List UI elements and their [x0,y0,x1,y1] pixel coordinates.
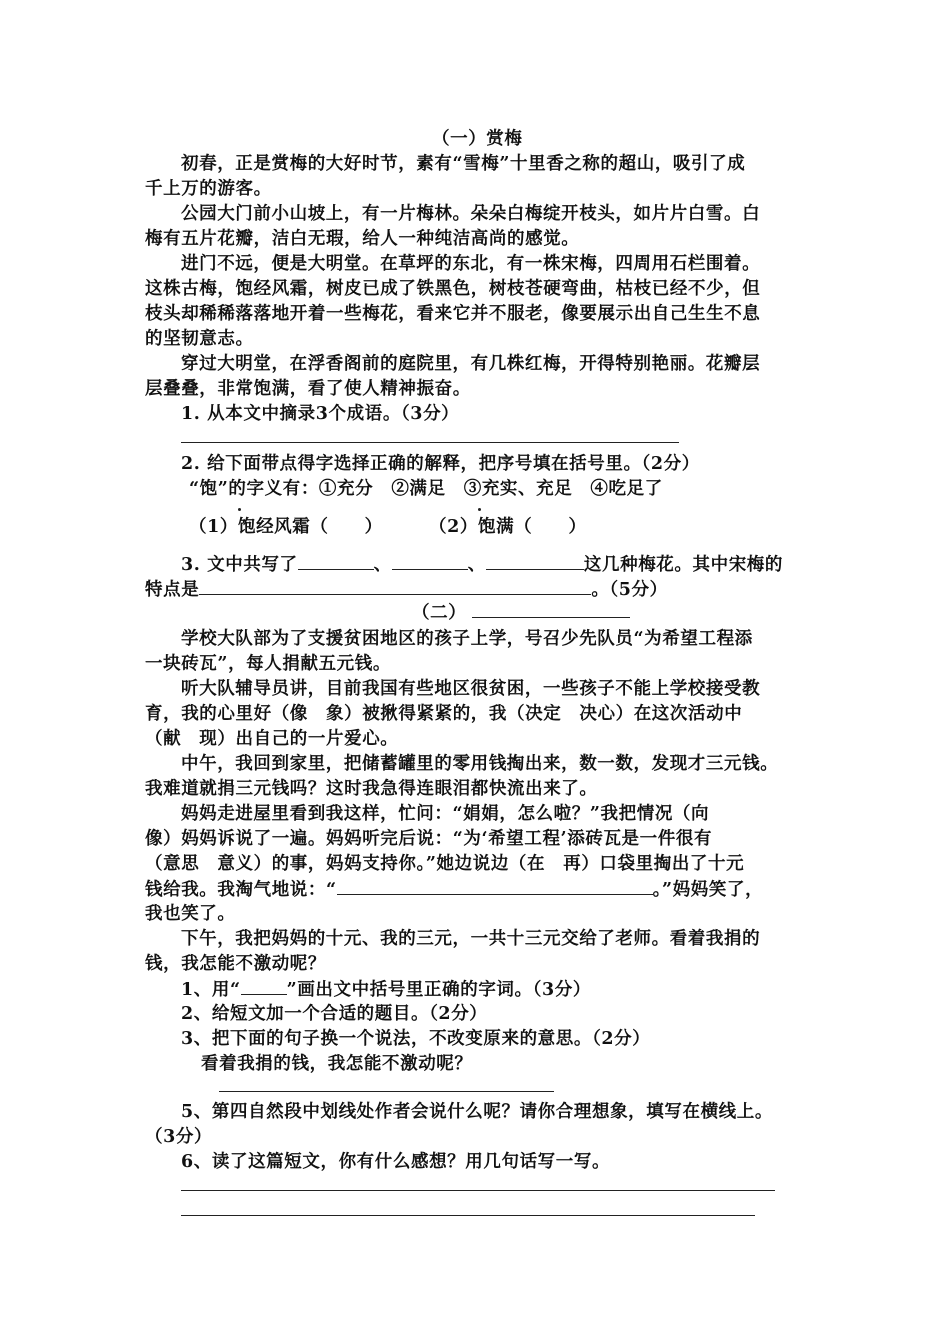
s2-paragraph1-line1: 学校大队部为了支援贫困地区的孩子上学，号召少先队员“为希望工程添 [181,629,753,649]
s2-paragraph5-line2: 钱，我怎能不激动呢？ [145,954,326,974]
s2-paragraph4-line1: 妈妈走进屋里看到我这样，忙问：“娟娟，怎么啦？”我把情况（向 [181,804,710,824]
s1-q3-blank3[interactable] [486,553,584,570]
s1-q3-separator2: 、 [467,555,486,575]
s1-paragraph1-line1: 初春，正是赏梅的大好时节，素有“雪梅”十里香之称的超山，吸引了成 [181,154,746,174]
emphasis-dot-1 [238,508,241,511]
s2-q1-underline-sample [241,978,287,995]
s2-paragraph2-line1: 听大队辅导员讲，目前我国有些地区很贫困，一些孩子不能上学校接受教 [181,679,761,699]
s1-q2-item2[interactable]: （2）饱满（ ） [429,517,587,537]
s2-paragraph1-line2: 一块砖瓦”，每人捐献五元钱。 [145,654,391,674]
s1-paragraph2-line2: 梅有五片花瓣，洁白无瑕，给人一种纯洁高尚的感觉。 [145,229,580,249]
s2-paragraph3-line1: 中午，我回到家里，把储蓄罐里的零用钱掏出来，数一数，发现才三元钱。 [181,754,779,774]
s2-paragraph2-line3: （献 现）出自己的一片爱心。 [145,729,399,749]
s2-question3: 3、把下面的句子换一个说法，不改变原来的意思。（2分） [181,1029,651,1049]
s1-paragraph2-line1: 公园大门前小山坡上，有一片梅林。朵朵白梅绽开枝头，如片片白雪。白 [181,204,761,224]
s2-paragraph4-line5: 我也笑了。 [145,904,236,924]
emphasis-dot-2 [478,508,481,511]
s1-paragraph3-line1: 进门不远，便是大明堂。在草坪的东北，有一株宋梅，四周用石栏围着。 [181,254,761,274]
s1-paragraph3-line2: 这株古梅，饱经风霜，树皮已成了铁黑色，树枝苍硬弯曲，枯枝已经不少，但 [145,279,761,299]
section1-title: （一）赏梅 [432,129,523,149]
s1-q3-blank1[interactable] [298,553,374,570]
s1-paragraph4-line1: 穿过大明堂，在浮香阁前的庭院里，有几株红梅，开得特别艳丽。花瓣层 [181,354,761,374]
s1-paragraph3-line4: 的坚韧意志。 [145,329,254,349]
s2-q6-answer-line-2[interactable] [181,1215,755,1216]
s2-paragraph4-line3: （意思 意义）的事，妈妈支持你。”她边说边（在 再）口袋里掏出了十元 [145,854,745,874]
s1-paragraph1-line2: 千上万的游客。 [145,179,272,199]
s2-p4-line4-start: 钱给我。我淘气地说：“ [145,880,337,900]
s1-paragraph4-line2: 层叠叠，非常饱满，看了使人精神振奋。 [145,379,471,399]
s2-paragraph5-line1: 下午，我把妈妈的十元、我的三元，一共十三元交给了老师。看着我捐的 [181,929,761,949]
s1-question3-line2 [145,578,668,601]
s2-q6-answer-line-1[interactable] [181,1190,775,1191]
s2-paragraph4-line4 [145,878,763,901]
s1-q3-separator1: 、 [373,555,392,575]
s2-q1-start: 1、用“ [181,980,241,1000]
s1-paragraph3-line3: 枝头却稀稀落落地开着一些梅花，看来它并不服老，像要展示出自己生生不息 [145,304,761,324]
section2-title [412,601,630,624]
s1-question1: 1. 从本文中摘录3个成语。（3分） [181,404,460,424]
s1-q3-points: 。（5分） [591,580,668,600]
s2-paragraph4-line2: 像）妈妈诉说了一遍。妈妈听完后说：“为‘希望工程’添砖瓦是一件很有 [145,829,713,849]
s1-q3-blank2[interactable] [392,553,468,570]
s2-q1-end: ”画出文中括号里正确的字词。（3分） [286,980,591,1000]
s1-question2: 2. 给下面带点得字选择正确的解释，把序号填在括号里。（2分） [181,454,700,474]
s1-q2-item1[interactable]: （1）饱经风霜（ ） [189,517,383,537]
s2-question5-line2: （3分） [145,1127,213,1147]
s2-q3-answer-line[interactable] [219,1091,554,1092]
s1-question3-line1 [181,553,783,576]
s2-q3-sentence: 看着我捐的钱，我怎能不激动呢？ [201,1054,473,1074]
s1-q3-suffix: 这几种梅花。其中宋梅的 [583,555,783,575]
s2-p4-quote-blank[interactable] [337,878,653,895]
s2-question2: 2、给短文加一个合适的题目。（2分） [181,1004,488,1024]
s1-q1-answer-line[interactable] [181,442,679,443]
s2-paragraph2-line2: 育，我的心里好（像 象）被揪得紧紧的，我（决定 决心）在这次活动中 [145,704,743,724]
section2-title-label: （二） [412,603,467,623]
s1-q3-prefix: 3. 文中共写了 [181,555,298,575]
s2-paragraph3-line2: 我难道就捐三元钱吗？这时我急得连眼泪都快流出来了。 [145,779,598,799]
s1-q3-feature-blank[interactable] [199,578,591,595]
s2-question6: 6、读了这篇短文，你有什么感想？用几句话写一写。 [181,1152,611,1172]
s2-question1 [181,978,591,1001]
s1-q3-feature-label: 特点是 [145,580,200,600]
s2-question5-line1: 5、第四自然段中划线处作者会说什么呢？请你合理想象，填写在横线上。 [181,1102,773,1122]
s2-p4-line4-end: 。”妈妈笑了， [652,880,764,900]
s1-q2-meanings: “饱”的字义有：①充分 ②满足 ③充实、充足 ④吃足了 [189,479,663,499]
section2-title-blank[interactable] [472,601,630,618]
